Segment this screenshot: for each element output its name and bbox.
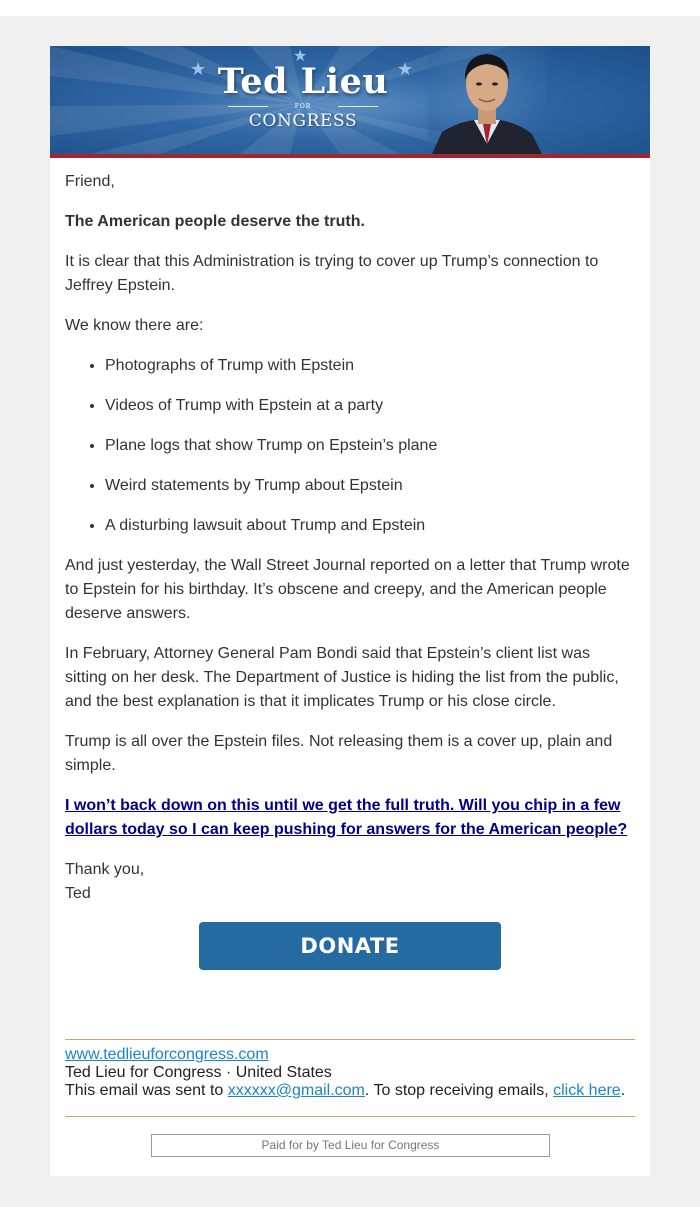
signoff-block [65,858,144,906]
greeting: Friend, [65,173,115,190]
star-icon: ★ [293,48,308,65]
brand-divider [228,106,268,107]
headline: The American people deserve the truth. [65,213,365,230]
paid-for-disclaimer: Paid for by Ted Lieu for Congress [151,1134,550,1157]
brand-for: FOR [294,103,312,110]
signoff: Thank you, [65,861,145,878]
sent-suffix: . [620,1082,626,1099]
brand-logo [210,62,396,131]
email-background [0,16,700,1207]
brand-congress: CONGRESS [248,111,358,131]
donate-button[interactable]: DONATE [199,922,501,970]
list-item: • A disturbing lawsuit about Trump and Epstein [105,514,437,538]
website-link[interactable]: www.tedlieuforcongress.com [65,1046,269,1063]
paragraph-intro: It is clear that this Administration is trying to cover up Trump’s connection to Jeffrey Epstein. [65,253,599,294]
paragraph-files: Trump is all over the Epstein files. Not releasing them is a cover up, plain and simple. [65,733,613,774]
list-item: • Weird statements by Trump about Epstein [105,474,437,498]
candidate-portrait [428,46,546,154]
donate-link[interactable]: I won’t back down on this until we get the full truth. Will you chip in a few dollars today so I can keep pushing for answers for the American people? [65,797,628,838]
brand-divider [338,106,378,107]
footer [65,1046,645,1100]
star-icon: ★ [397,59,414,79]
list-item: • Plane logs that show Trump on Epstein’s plane [105,434,437,458]
evidence-list [65,354,437,554]
org-line: Ted Lieu for Congress · United States [65,1064,332,1081]
paragraph-list-intro: We know there are: [65,317,204,334]
sent-prefix: This email was sent to [65,1082,228,1099]
header-banner [50,46,650,158]
paragraph-bondi: In February, Attorney General Pam Bondi said that Epstein’s client list was sitting on her desk. The Department of Justice is hiding the list from the public, and the best explanation is that it implicates Trump or his close circle. [65,645,619,710]
recipient-email-link[interactable]: xxxxxx@gmail.com [227,1082,365,1099]
email-card [50,46,650,1176]
paragraph-wsj: And just yesterday, the Wall Street Journal reported on a letter that Trump wrote to Epstein for his birthday. It’s obscene and creepy, and the American people deserve answers. [65,557,630,622]
footer-divider [65,1039,635,1040]
sent-to-line [65,1082,645,1100]
list-item: • Videos of Trump with Epstein at a party [105,394,437,418]
cta-paragraph [65,794,635,842]
sent-middle: . To stop receiving emails, [364,1082,554,1099]
list-item: • Photographs of Trump with Epstein [105,354,437,378]
star-icon: ★ [190,59,207,79]
brand-name: Ted Lieu [217,61,389,102]
footer-divider [65,1116,635,1117]
unsubscribe-link[interactable]: click here [553,1082,621,1099]
signature: Ted [65,885,91,902]
